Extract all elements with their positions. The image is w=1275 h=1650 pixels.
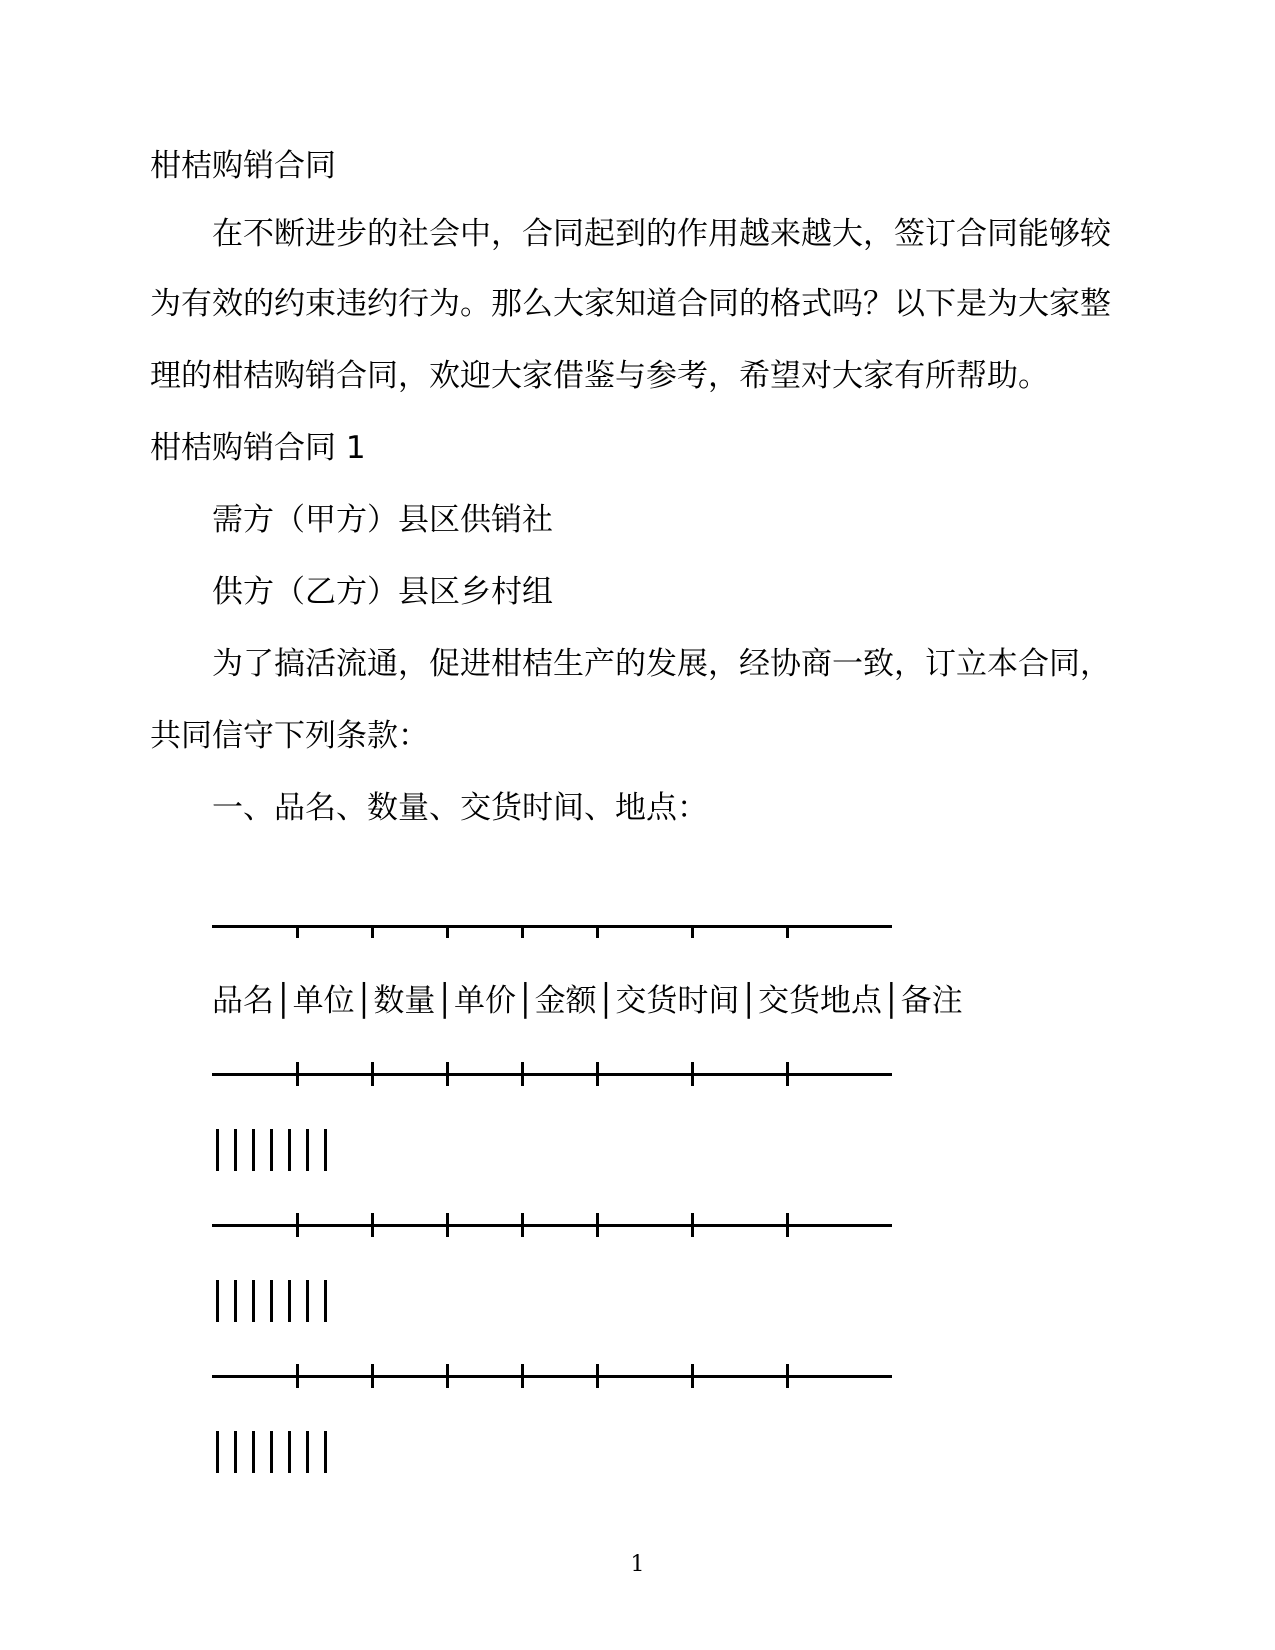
section-title: 柑桔购销合同 1 (150, 430, 366, 466)
table-rule (212, 1364, 892, 1388)
table-rule (212, 1062, 892, 1086)
page-number: 1 (630, 1552, 645, 1577)
document-title: 柑桔购销合同 (150, 148, 336, 184)
table-rule-top (212, 914, 892, 938)
purpose-line-2: 共同信守下列条款： (150, 718, 429, 754)
intro-line-3: 理的柑桔购销合同，欢迎大家借鉴与参考，希望对大家有所帮助。 (150, 358, 1049, 394)
purpose-line-1: 为了搞活流通，促进柑桔生产的发展，经协商一致，订立本合同， (212, 646, 1111, 682)
intro-line-2: 为有效的约束违约行为。那么大家知道合同的格式吗？以下是为大家整 (150, 286, 1111, 322)
intro-line-1: 在不断进步的社会中，合同起到的作用越来越大，签订合同能够较 (212, 216, 1111, 252)
clause-1-heading: 一、品名、数量、交货时间、地点： (212, 790, 708, 826)
seller-line: 供方（乙方）县区乡村组 (212, 574, 553, 610)
table-rule (212, 1213, 892, 1237)
buyer-line: 需方（甲方）县区供销社 (212, 502, 553, 538)
table-header-row: 品名│单位│数量│单价│金额│交货时间│交货地点│备注 (212, 983, 963, 1019)
